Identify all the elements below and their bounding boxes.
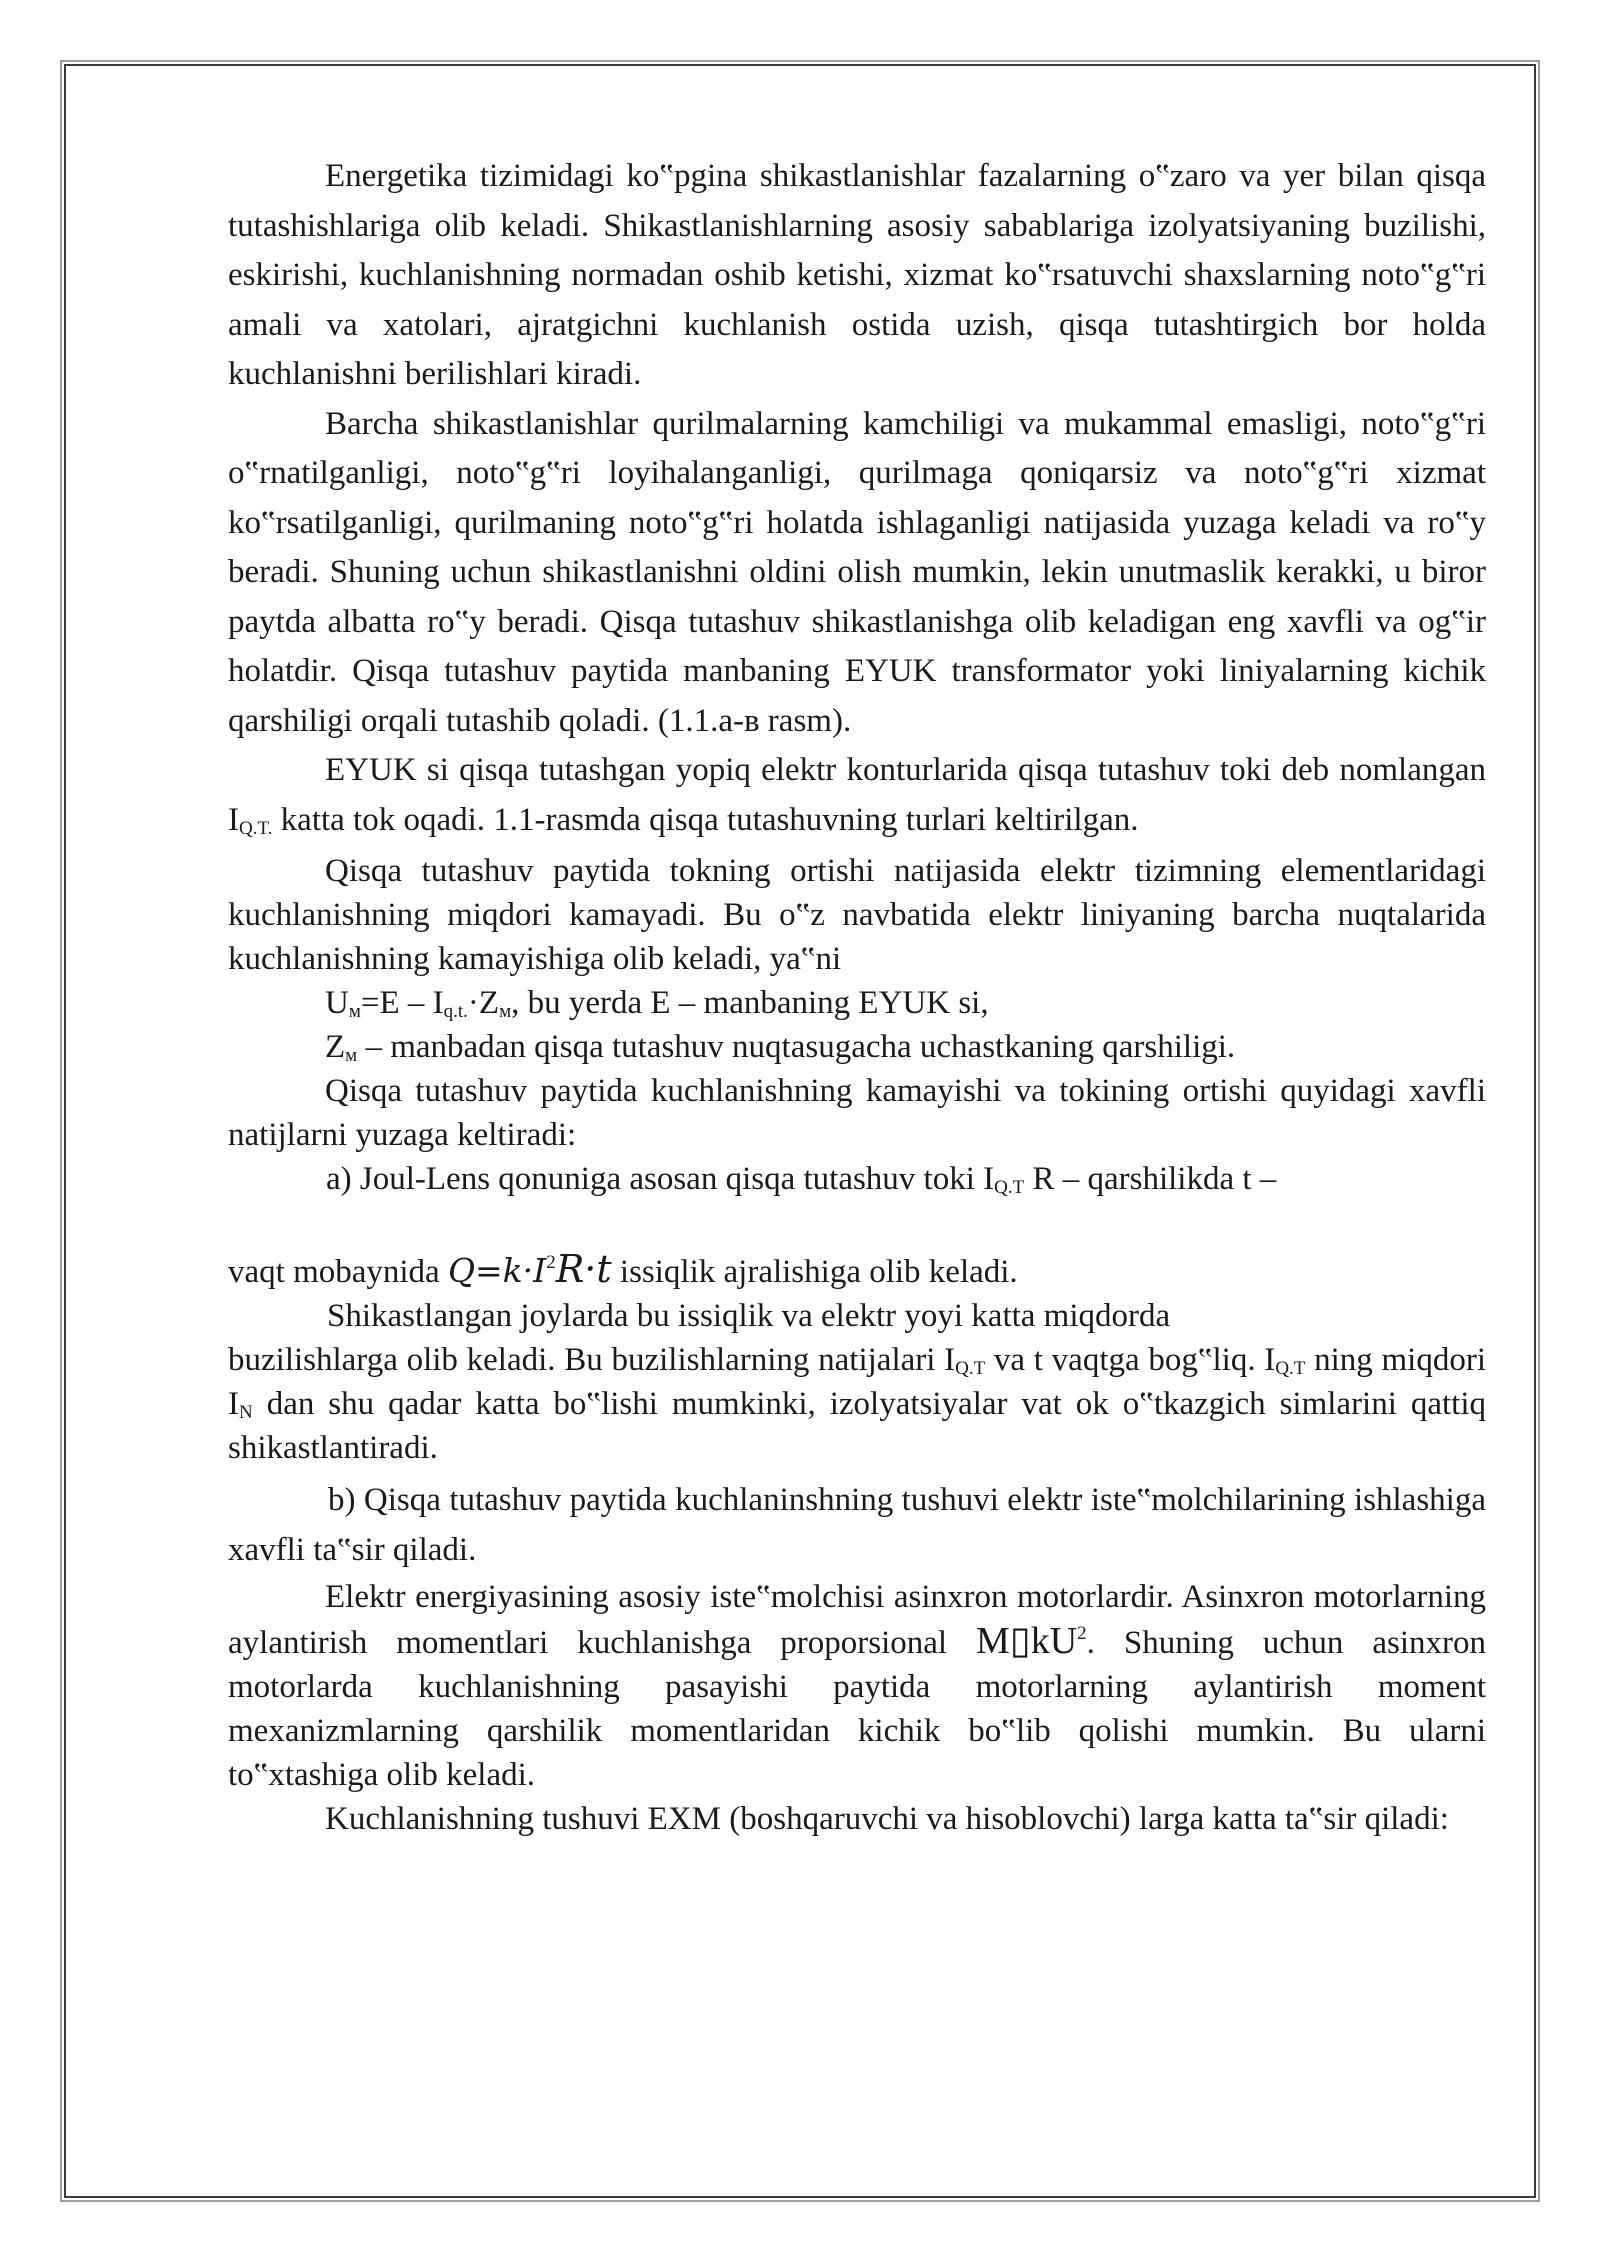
paragraph-6: a) Joul-Lens qonuniga asosan qisqa tutashuv toki $I_{Q.T}$ R – qarshilikda t – — [326, 1161, 1277, 1198]
paragraph-4: Qisqa tutashuv paytida tokning ortishi natijasida elektr tizimning elementlaridagi kuchlanishning miqdori kamayadi. Bu o‟z navbatida elektr liniyaning barcha nuqtalarida kuchlanishning kamayishiga olib keladi, ya‟ni — [228, 853, 1486, 977]
paragraph-3: EYUK si qisqa tutashgan yopiq elektr konturlarida qisqa tutashuv toki deb nomlangan $I_{Q.T.}$ katta tok oqadi. 1.1-rasmda qisqa tutashuvning turlari keltirilgan. — [228, 752, 1486, 839]
paragraph-1: Energetika tizimidagi ko‟pgina shikastlanishlar fazalarning o‟zaro va yer bilan qisqa tutashishlariga olib keladi. Shikastlanishlarning asosiy sabablariga izolyatsiyaning buzilishi, eskirishi, kuchlanishning normadan oshib ketishi, xizmat ko‟rsatuvchi shaxslarning noto‟g‟ri amali va xatolari, ajratgichni kuchlanish ostida uzish, qisqa tutashtirgich bor holda kuchlanishni berilishlari kiradi. — [228, 158, 1486, 392]
paragraph-7: vaqt mobaynida $Q=k\cdot I^2R\cdot t$ issiqlik ajralishiga olib keladi. — [228, 1247, 1018, 1291]
paragraph-8: buzilishlarga olib keladi. Bu buzilishlarning natijalari $I_{Q.T}$ va t vaqtga bog‟liq. $I_{Q.T}$ ning miqdori $I_N$ dan shu qadar katta bo‟lishi mumkinki, izolyatsiyalar vat ok o‟tkazgich simlarini qattiq shikastlantiradi. — [228, 1342, 1486, 1466]
formula-line-2: $Z_м$ – manbadan qisqa tutashuv nuqtasugacha uchastkaning qarshiligi. — [325, 1029, 1236, 1066]
spacer — [228, 1201, 1486, 1247]
paragraph-8-line-1: Shikastlangan joylarda bu issiqlik va elektr yoyi katta miqdorda — [327, 1298, 1171, 1334]
paragraph-5: Qisqa tutashuv paytida kuchlanishning kamayishi va tokining ortishi quyidagi xavfli natijlarni yuzaga keltiradi: — [228, 1073, 1486, 1153]
paragraph-11: Kuchlanishning tushuvi EXM (boshqaruvchi va hisoblovchi) larga katta ta‟sir qiladi: — [325, 1801, 1449, 1837]
paragraph-9: b) Qisqa tutashuv paytida kuchlaninshning tushuvi elektr iste‟molchilarining ishlashiga xavfli ta‟sir qiladi. — [228, 1482, 1486, 1568]
paragraph-10: Elektr energiyasining asosiy iste‟molchisi asinxron motorlardir. Asinxron motorlarning aylantirish momentlari kuchlanishga proporsional $M▯kU^2$. Shuning uchun asinxron motorlarda kuchlanishning pasayishi paytida motorlarning aylantirish moment mexanizmlarning qarshilik momentlaridan kichik bo‟lib qolishi mumkin. Bu ularni to‟xtashiga olib keladi. — [228, 1579, 1486, 1793]
formula-line-1: $U_м=E - I_{q.t.}\cdot Z_м$, bu yerda E – manbaning EYUK si, — [325, 985, 989, 1022]
document-body — [228, 152, 1486, 1841]
paragraph-2: Barcha shikastlanishlar qurilmalarning kamchiligi va mukammal emasligi, noto‟g‟ri o‟rnatilganligi, noto‟g‟ri loyihalanganligi, qurilmaga qoniqarsiz va noto‟g‟ri xizmat ko‟rsatilganligi, qurilmaning noto‟g‟ri holatda ishlaganligi natijasida yuzaga keladi va ro‟y beradi. Shuning uchun shikastlanishni oldini olish mumkin, lekin unutmaslik kerakki, u biror paytda albatta ro‟y beradi. Qisqa tutashuv shikastlanishga olib keladigan eng xavfli va og‟ir holatdir. Qisqa tutashuv paytida manbaning EYUK transformator yoki liniyalarning kichik qarshiligi orqali tutashib qoladi. (1.1.a-в rasm). — [228, 405, 1486, 739]
